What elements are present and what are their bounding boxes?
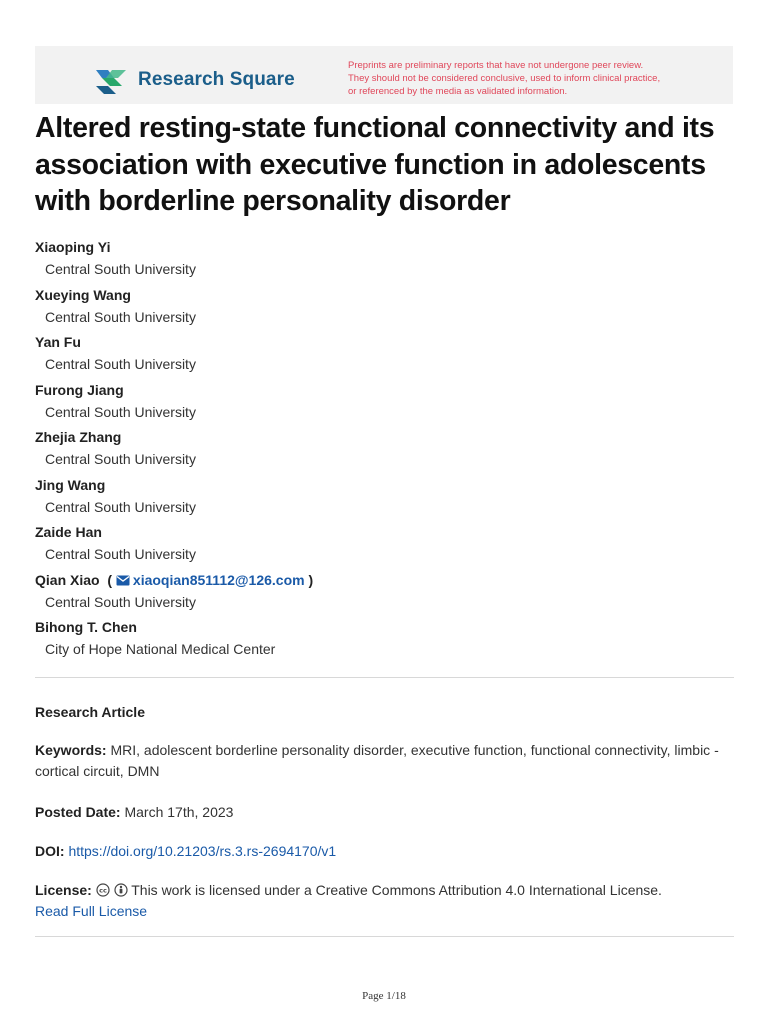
author-affiliation: Central South University [45, 451, 196, 467]
doi-label: DOI: [35, 843, 65, 859]
paper-title: Altered resting-state functional connectivity and its association with executive function in adolescents with borderline personality disorder [35, 112, 715, 217]
doi-link[interactable]: https://doi.org/10.21203/rs.3.rs-2694170/v1 [68, 843, 337, 859]
author-affiliation: Central South University [45, 261, 196, 277]
keywords-value: MRI, adolescent borderline personality disorder, executive function, functional connectivity, limbic - cortical circuit, DMN [35, 742, 719, 779]
author-name: Xiaoping Yi [35, 239, 111, 255]
notice-line: or referenced by the media as validated information. [348, 86, 568, 97]
open-paren: ( [103, 571, 113, 588]
research-square-logo[interactable] [94, 64, 295, 96]
author-affiliation: Central South University [45, 546, 196, 562]
author-affiliation: Central South University [45, 403, 196, 420]
preprint-notice [348, 59, 728, 98]
author-name: Zaide Han [35, 524, 102, 540]
license [35, 880, 735, 922]
license-value: This work is licensed under a Creative Commons Attribution 4.0 International License. [131, 882, 662, 898]
creative-commons-icon [96, 883, 110, 897]
author-affiliation: Central South University [45, 498, 196, 515]
envelope-icon [116, 575, 130, 586]
posted-date [35, 802, 735, 823]
article-type [35, 702, 735, 723]
author-name: Furong Jiang [35, 381, 124, 398]
author-name: Bihong T. Chen [35, 619, 137, 635]
author-affiliation: Central South University [45, 308, 196, 325]
page-number: Page 1/18 [362, 990, 406, 1002]
article-type-label: Research Article [35, 704, 145, 720]
author-name: Qian Xiao [35, 571, 100, 588]
research-square-logo-icon [94, 66, 130, 94]
author-list [35, 236, 735, 664]
close-paren: ) [308, 571, 314, 588]
svg-text:cc: cc [98, 886, 107, 895]
notice-line: They should not be considered conclusive, used to inform clinical practice, [348, 73, 661, 84]
doi [35, 841, 735, 862]
read-full-license-link[interactable]: Read Full License [35, 903, 148, 919]
author-name: Yan Fu [35, 334, 81, 350]
author-email: xiaoqian851112@126.com [132, 571, 305, 588]
author-affiliation: Central South University [45, 356, 196, 372]
section-divider [35, 677, 734, 678]
author-name: Zhejia Zhang [35, 429, 122, 445]
author-affiliation: Central South University [45, 593, 196, 610]
author-email-link[interactable] [116, 572, 309, 588]
attribution-icon [114, 883, 128, 897]
posted-date-label: Posted Date: [35, 804, 121, 820]
author-name: Xueying Wang [35, 286, 131, 303]
section-divider [35, 936, 734, 937]
keywords [35, 740, 735, 782]
notice-line: Preprints are preliminary reports that have not undergone peer review. [348, 60, 644, 71]
logo-text: Research Square [138, 69, 295, 90]
posted-date-value: March 17th, 2023 [124, 804, 234, 820]
author-name: Jing Wang [35, 476, 106, 493]
license-label: License: [35, 882, 92, 898]
author-affiliation: City of Hope National Medical Center [45, 641, 276, 657]
corresponding-author [35, 569, 735, 591]
keywords-label: Keywords: [35, 742, 107, 758]
